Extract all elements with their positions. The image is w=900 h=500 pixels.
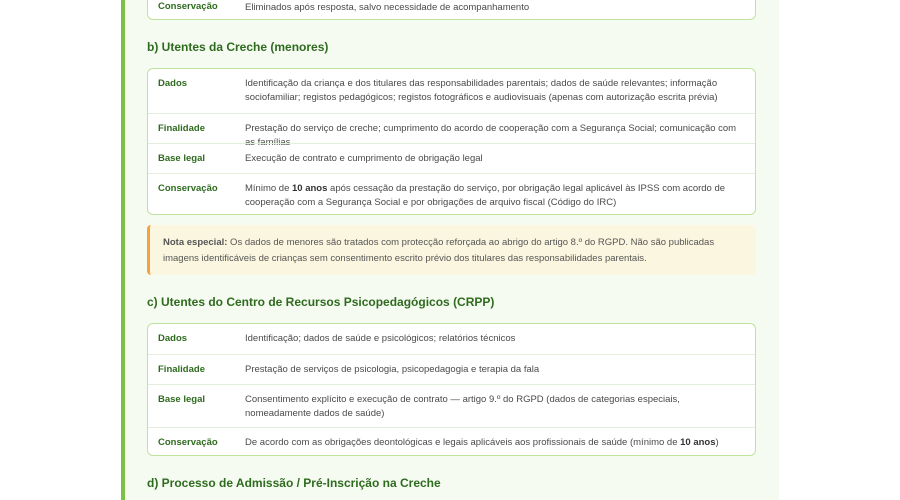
special-note [147, 225, 756, 275]
previous-section-table [147, 0, 756, 20]
row-label: Conservação [158, 183, 218, 194]
row-value: Consentimento explícito e execução de contrato — artigo 9.º do RGPD (dados de categorias especiais, nomeadamente dados de saúde) [245, 394, 680, 419]
row-value: De acordo com as obrigações deontológicas e legais aplicáveis aos profissionais de saúde (mínimo de 10 anos) [245, 437, 719, 448]
row-value: Prestação do serviço de creche; cumprimento do acordo de cooperação com a Segurança Social; comunicação com as famílias [245, 123, 737, 148]
section-c-heading: c) Utentes do Centro de Recursos Psicopedagógicos (CRPP) [147, 295, 495, 309]
table-row-conservacao [148, 173, 755, 215]
table-row-conservacao [148, 427, 755, 456]
table-row-finalidade [148, 354, 755, 384]
row-label: Finalidade [158, 123, 205, 134]
row-label: Base legal [158, 394, 205, 405]
row-label: Finalidade [158, 364, 205, 375]
row-value: Mínimo de 10 anos após cessação da prestação do serviço, por obrigação legal aplicável às IPSS com acordo de cooperação com a Segurança Social e por obrigações de arquivo fiscal (Código do IRC) [245, 183, 726, 208]
section-d-heading: d) Processo de Admissão / Pré-Inscrição na Creche [147, 476, 441, 490]
row-label: Dados [158, 333, 188, 344]
section-b-table [147, 68, 756, 215]
row-value: Prestação de serviços de psicologia, psicopedagogia e terapia da fala [245, 364, 540, 375]
table-row-dados [148, 69, 755, 113]
row-label: Conservação [158, 1, 218, 12]
row-label: Dados [158, 78, 188, 89]
note-label: Nota especial: [163, 237, 228, 248]
note-text: Os dados de menores são tratados com protecção reforçada ao abrigo do artigo 8.º do RGPD. Não são publicadas imagens identificáveis de crianças sem consentimento escrito prévio dos titulares das responsabilidades parentais. [163, 237, 715, 264]
section-b-heading: b) Utentes da Creche (menores) [147, 40, 329, 54]
row-value: Execução de contrato e cumprimento de obrigação legal [245, 153, 483, 164]
row-value: Eliminados após resposta, salvo necessidade de acompanhamento [245, 2, 530, 13]
table-row-conservacao [148, 0, 755, 20]
row-label: Base legal [158, 153, 205, 164]
section-c-table [147, 323, 756, 456]
row-value: Identificação da criança e dos titulares das responsabilidades parentais; dados de saúde relevantes; informação sociofamiliar; registos pedagógicos; registos fotográficos e audiovisuais (apenas com autorização escrita prévia) [245, 78, 718, 103]
row-label: Conservação [158, 437, 218, 448]
table-row-dados [148, 324, 755, 354]
table-row-base-legal [148, 384, 755, 427]
row-value: Identificação; dados de saúde e psicológicos; relatórios técnicos [245, 333, 516, 344]
table-row-finalidade [148, 113, 755, 148]
table-row-base-legal [148, 143, 755, 173]
